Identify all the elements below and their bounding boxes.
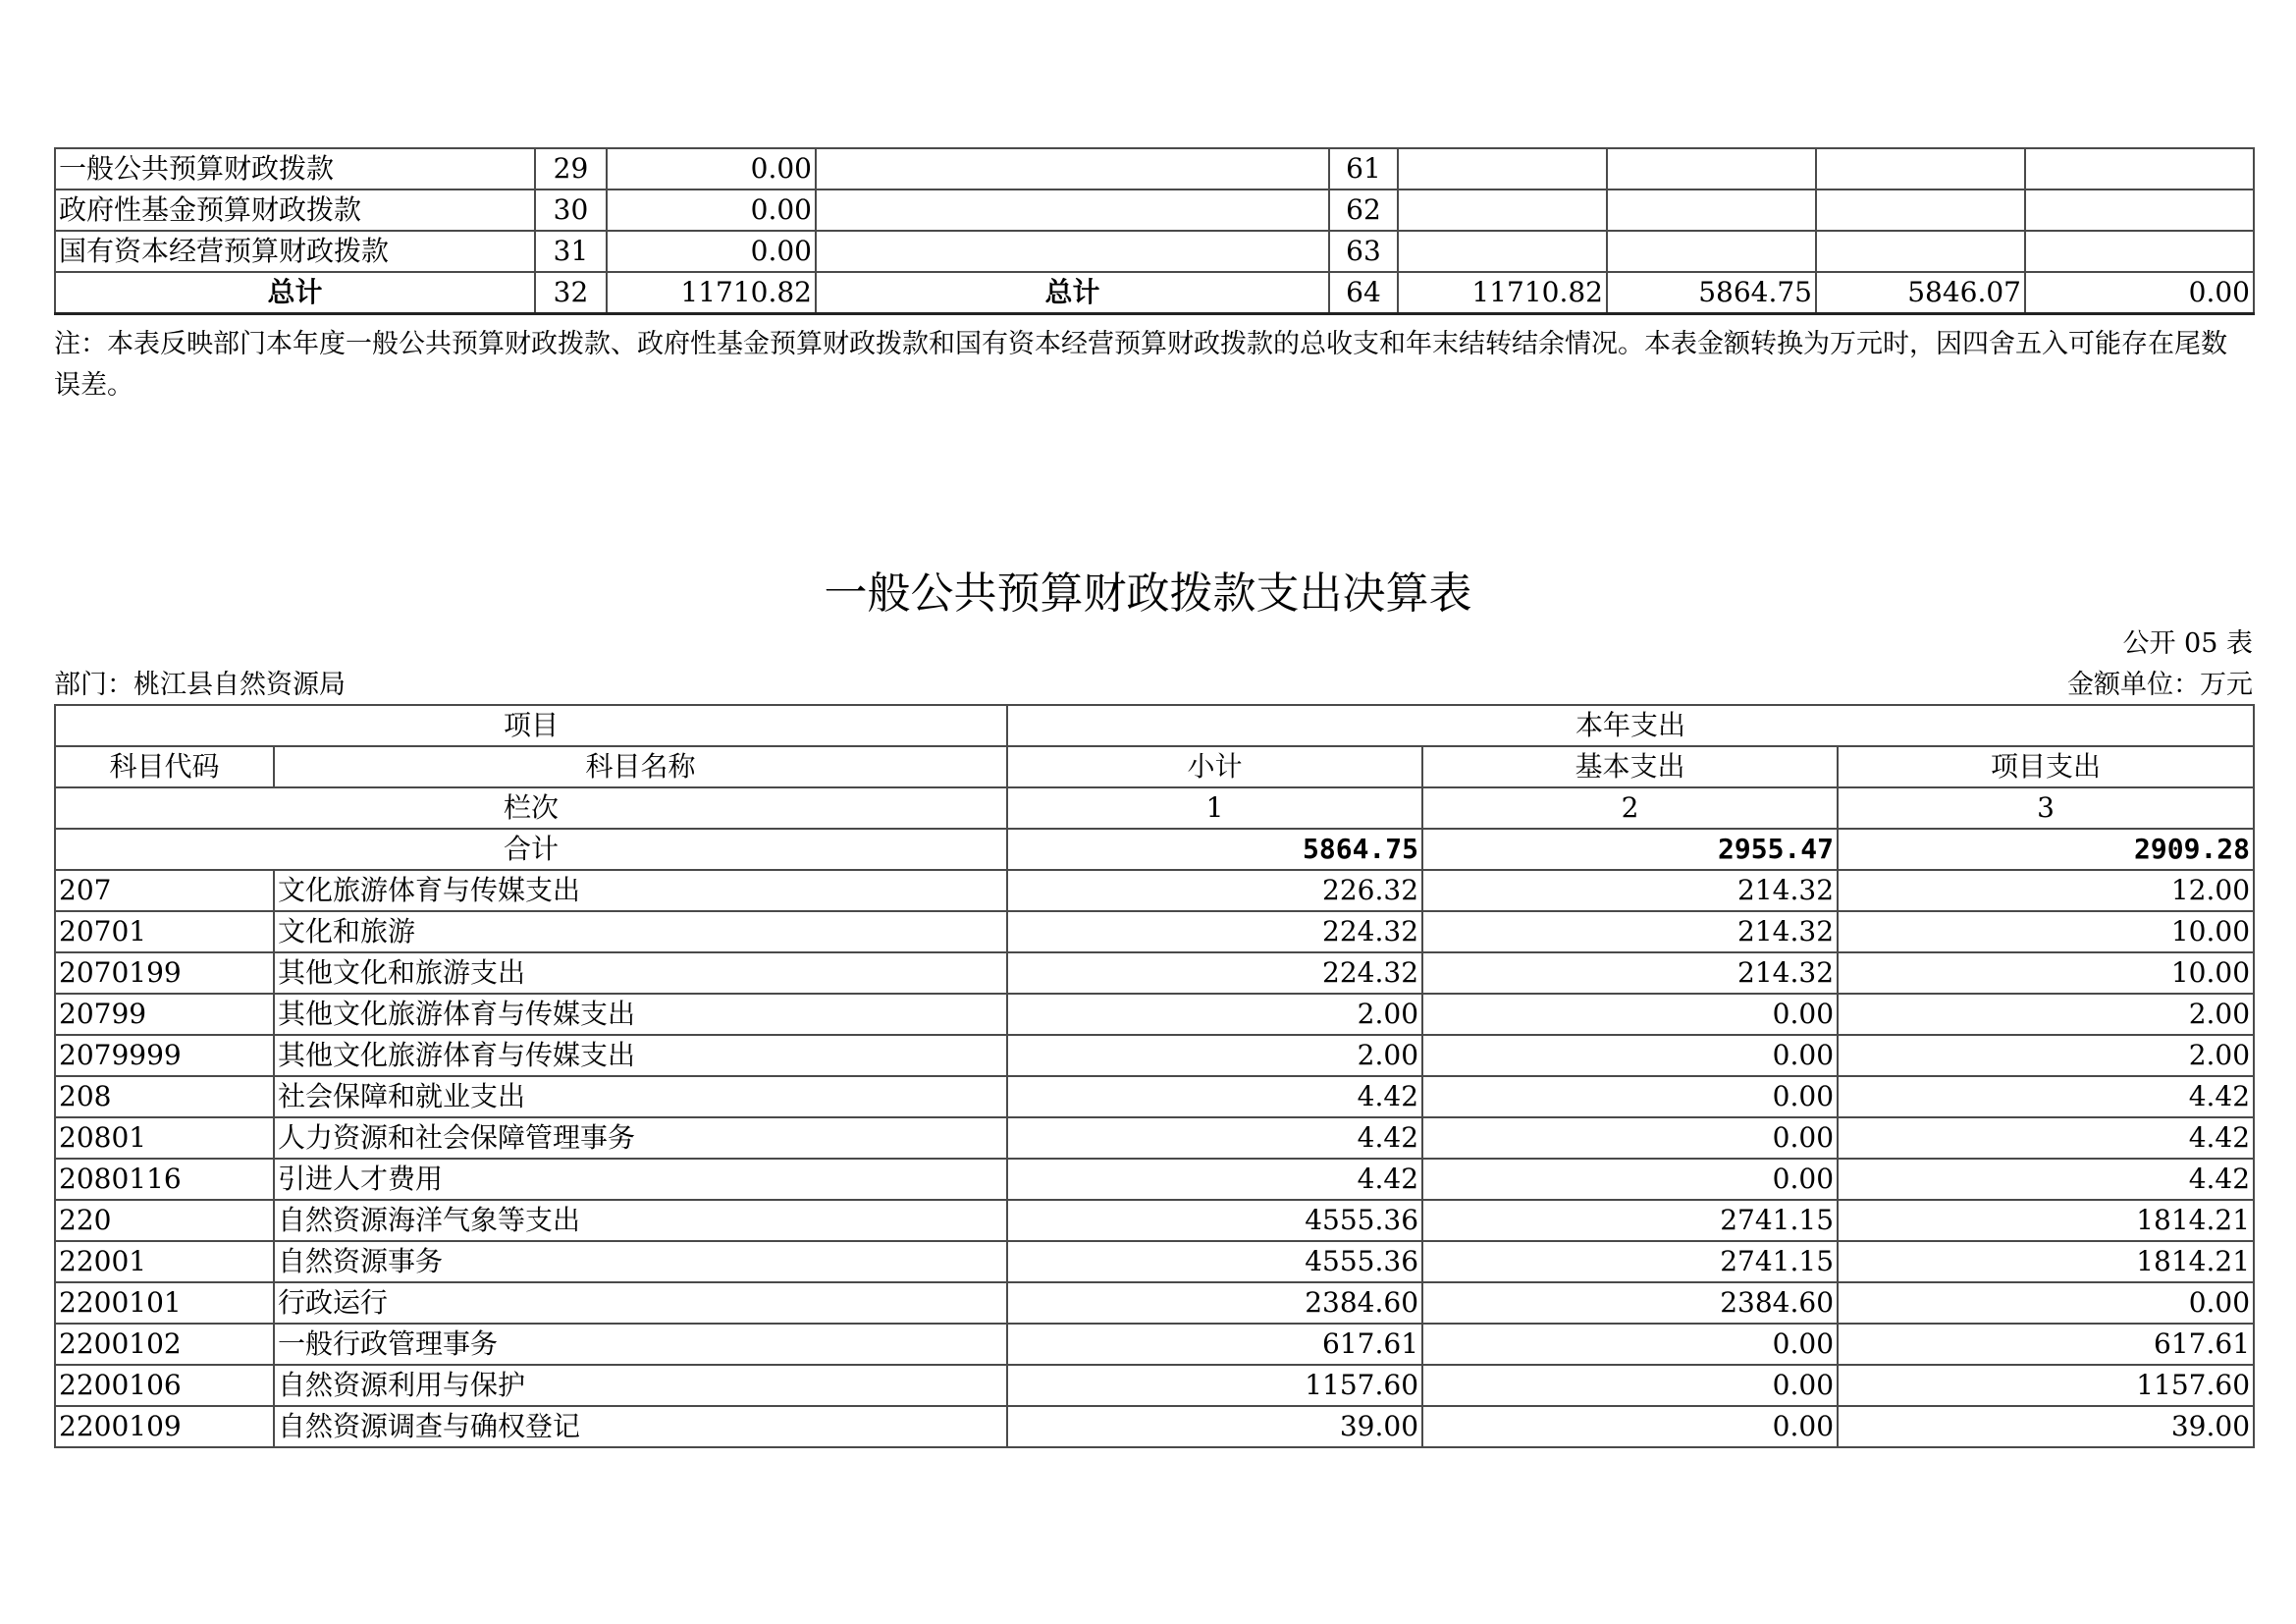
summary-total-label: 总计	[55, 272, 535, 314]
row-basic: 2384.60	[1422, 1282, 1838, 1324]
row-code: 2200102	[55, 1324, 274, 1365]
row-subtotal: 4.42	[1007, 1076, 1422, 1117]
summary-row	[55, 148, 2254, 189]
summary-value-1	[1398, 148, 1607, 189]
table-row	[55, 1282, 2254, 1324]
row-basic: 0.00	[1422, 1365, 1838, 1406]
row-basic: 214.32	[1422, 952, 1838, 994]
total-label: 合计	[55, 829, 1007, 870]
row-basic: 0.00	[1422, 1159, 1838, 1200]
summary-right-label	[816, 231, 1329, 272]
row-name: 文化和旅游	[274, 911, 1007, 952]
summary-right-line-no: 62	[1329, 189, 1398, 231]
row-basic: 0.00	[1422, 1406, 1838, 1447]
summary-value-4	[2025, 148, 2254, 189]
summary-value-4	[2025, 231, 2254, 272]
summary-total-amount: 11710.82	[607, 272, 816, 314]
summary-right-label	[816, 189, 1329, 231]
header-subtotal: 小计	[1007, 746, 1422, 787]
row-subtotal: 226.32	[1007, 870, 1422, 911]
row-subtotal: 617.61	[1007, 1324, 1422, 1365]
row-code: 208	[55, 1076, 274, 1117]
row-name: 其他文化和旅游支出	[274, 952, 1007, 994]
table-row	[55, 1159, 2254, 1200]
summary-row	[55, 189, 2254, 231]
expenditure-table	[54, 704, 2255, 1448]
summary-amount: 0.00	[607, 148, 816, 189]
table-row	[55, 1241, 2254, 1282]
page-title: 一般公共预算财政拨款支出决算表	[824, 568, 1472, 619]
summary-value-1	[1398, 231, 1607, 272]
row-project-exp: 10.00	[1838, 952, 2254, 994]
row-name: 一般行政管理事务	[274, 1324, 1007, 1365]
row-project-exp: 617.61	[1838, 1324, 2254, 1365]
amount-unit-label: 金额单位：万元	[2067, 670, 2253, 700]
summary-value-3	[1816, 148, 2025, 189]
row-project-exp: 1814.21	[1838, 1241, 2254, 1282]
header-name: 科目名称	[274, 746, 1007, 787]
row-name: 文化旅游体育与传媒支出	[274, 870, 1007, 911]
row-basic: 0.00	[1422, 1324, 1838, 1365]
summary-amount: 0.00	[607, 231, 816, 272]
table-row	[55, 1365, 2254, 1406]
row-subtotal: 224.32	[1007, 911, 1422, 952]
form-number: 公开 05 表	[2122, 628, 2253, 659]
row-name: 自然资源利用与保护	[274, 1365, 1007, 1406]
row-name: 其他文化旅游体育与传媒支出	[274, 1035, 1007, 1076]
summary-total-row	[55, 272, 2254, 314]
total-project-exp: 2909.28	[1838, 829, 2254, 870]
table-row	[55, 870, 2254, 911]
header-current-year: 本年支出	[1007, 705, 2254, 746]
header-col-1: 1	[1007, 787, 1422, 829]
row-project-exp: 4.42	[1838, 1117, 2254, 1159]
expenditure-table-body	[55, 870, 2254, 1447]
row-code: 2200101	[55, 1282, 274, 1324]
table-row	[55, 1035, 2254, 1076]
row-subtotal: 4.42	[1007, 1117, 1422, 1159]
income-expense-summary-table	[54, 147, 2255, 315]
table-row	[55, 994, 2254, 1035]
summary-right-label	[816, 148, 1329, 189]
summary-table-body	[55, 148, 2254, 314]
summary-value-2	[1607, 231, 1816, 272]
row-name: 行政运行	[274, 1282, 1007, 1324]
row-name: 人力资源和社会保障管理事务	[274, 1117, 1007, 1159]
row-name: 自然资源调查与确权登记	[274, 1406, 1007, 1447]
row-code: 20799	[55, 994, 274, 1035]
row-subtotal: 2384.60	[1007, 1282, 1422, 1324]
row-subtotal: 4.42	[1007, 1159, 1422, 1200]
row-subtotal: 4555.36	[1007, 1200, 1422, 1241]
header-basic: 基本支出	[1422, 746, 1838, 787]
row-subtotal: 4555.36	[1007, 1241, 1422, 1282]
row-code: 2079999	[55, 1035, 274, 1076]
summary-total-right-line-no: 64	[1329, 272, 1398, 314]
row-name: 社会保障和就业支出	[274, 1076, 1007, 1117]
header-col-2: 2	[1422, 787, 1838, 829]
row-basic: 0.00	[1422, 1035, 1838, 1076]
row-code: 2070199	[55, 952, 274, 994]
summary-total-right-label: 总计	[816, 272, 1329, 314]
row-subtotal: 2.00	[1007, 994, 1422, 1035]
row-project-exp: 4.42	[1838, 1159, 2254, 1200]
row-project-exp: 10.00	[1838, 911, 2254, 952]
summary-total-value-4: 0.00	[2025, 272, 2254, 314]
summary-line-no: 29	[535, 148, 607, 189]
row-name: 其他文化旅游体育与传媒支出	[274, 994, 1007, 1035]
row-code: 22001	[55, 1241, 274, 1282]
row-subtotal: 39.00	[1007, 1406, 1422, 1447]
total-basic: 2955.47	[1422, 829, 1838, 870]
row-basic: 0.00	[1422, 1076, 1838, 1117]
summary-value-4	[2025, 189, 2254, 231]
total-subtotal: 5864.75	[1007, 829, 1422, 870]
header-col-3: 3	[1838, 787, 2254, 829]
expenditure-table-header	[55, 705, 2254, 870]
row-basic: 0.00	[1422, 994, 1838, 1035]
table-row	[55, 1117, 2254, 1159]
row-code: 220	[55, 1200, 274, 1241]
header-project-exp: 项目支出	[1838, 746, 2254, 787]
header-project: 项目	[55, 705, 1007, 746]
row-name: 自然资源海洋气象等支出	[274, 1200, 1007, 1241]
row-project-exp: 12.00	[1838, 870, 2254, 911]
summary-value-2	[1607, 148, 1816, 189]
summary-total-value-1: 11710.82	[1398, 272, 1607, 314]
table-row	[55, 1324, 2254, 1365]
summary-value-3	[1816, 231, 2025, 272]
row-project-exp: 2.00	[1838, 1035, 2254, 1076]
summary-amount: 0.00	[607, 189, 816, 231]
row-project-exp: 39.00	[1838, 1406, 2254, 1447]
table-row	[55, 952, 2254, 994]
row-code: 20701	[55, 911, 274, 952]
row-project-exp: 4.42	[1838, 1076, 2254, 1117]
summary-value-3	[1816, 189, 2025, 231]
row-basic: 2741.15	[1422, 1200, 1838, 1241]
summary-value-2	[1607, 189, 1816, 231]
row-subtotal: 2.00	[1007, 1035, 1422, 1076]
table-row	[55, 1076, 2254, 1117]
row-subtotal: 1157.60	[1007, 1365, 1422, 1406]
table-note: 注：本表反映部门本年度一般公共预算财政拨款、政府性基金预算财政拨款和国有资本经营预算财政拨款的总收支和年末结转结余情况。本表金额转换为万元时，因四舍五入可能存在尾数误差。	[54, 329, 2227, 401]
row-basic: 214.32	[1422, 870, 1838, 911]
row-project-exp: 1814.21	[1838, 1200, 2254, 1241]
row-basic: 0.00	[1422, 1117, 1838, 1159]
summary-right-line-no: 63	[1329, 231, 1398, 272]
department-label: 部门：桃江县自然资源局	[54, 670, 346, 700]
summary-right-line-no: 61	[1329, 148, 1398, 189]
summary-total-line-no: 32	[535, 272, 607, 314]
row-code: 2080116	[55, 1159, 274, 1200]
summary-row	[55, 231, 2254, 272]
table-row	[55, 1406, 2254, 1447]
summary-line-no: 30	[535, 189, 607, 231]
row-basic: 214.32	[1422, 911, 1838, 952]
summary-line-no: 31	[535, 231, 607, 272]
row-code: 2200106	[55, 1365, 274, 1406]
row-name: 自然资源事务	[274, 1241, 1007, 1282]
summary-label: 一般公共预算财政拨款	[55, 148, 535, 189]
row-subtotal: 224.32	[1007, 952, 1422, 994]
summary-total-value-2: 5864.75	[1607, 272, 1816, 314]
header-code: 科目代码	[55, 746, 274, 787]
row-basic: 2741.15	[1422, 1241, 1838, 1282]
row-name: 引进人才费用	[274, 1159, 1007, 1200]
summary-label: 国有资本经营预算财政拨款	[55, 231, 535, 272]
table-row	[55, 1200, 2254, 1241]
row-project-exp: 1157.60	[1838, 1365, 2254, 1406]
summary-value-1	[1398, 189, 1607, 231]
row-code: 2200109	[55, 1406, 274, 1447]
row-code: 207	[55, 870, 274, 911]
summary-total-value-3: 5846.07	[1816, 272, 2025, 314]
row-project-exp: 2.00	[1838, 994, 2254, 1035]
header-col-order: 栏次	[55, 787, 1007, 829]
row-code: 20801	[55, 1117, 274, 1159]
row-project-exp: 0.00	[1838, 1282, 2254, 1324]
summary-label: 政府性基金预算财政拨款	[55, 189, 535, 231]
table-row	[55, 911, 2254, 952]
